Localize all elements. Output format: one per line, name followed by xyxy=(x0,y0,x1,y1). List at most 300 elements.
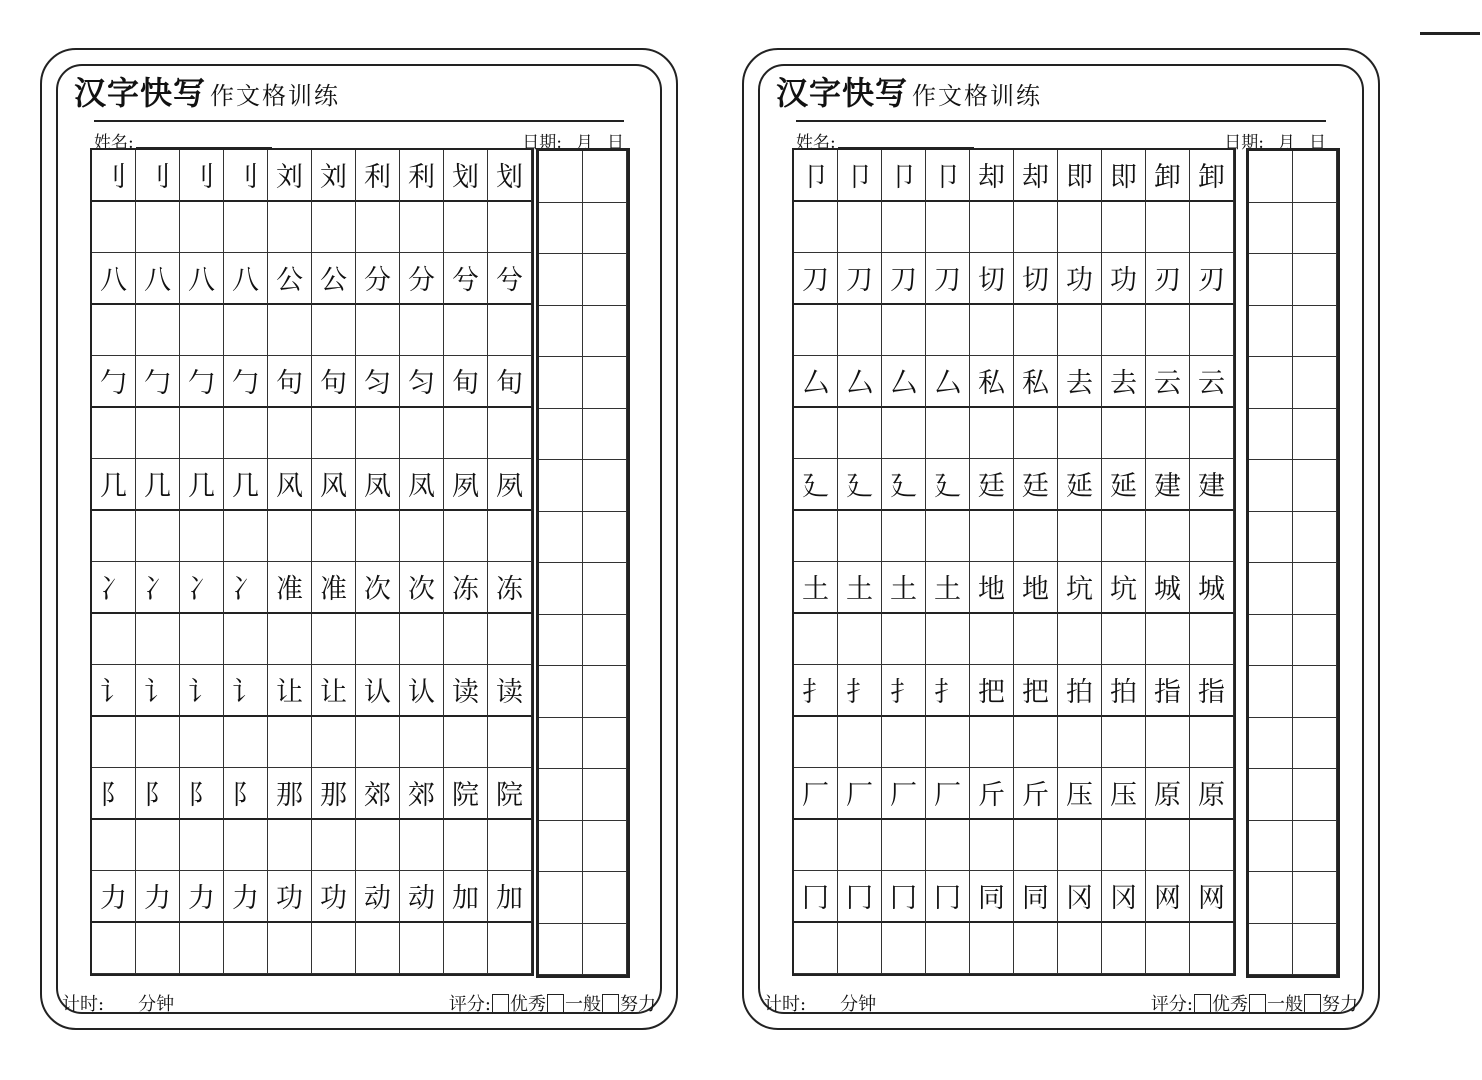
practice-cell[interactable] xyxy=(356,408,400,460)
practice-cell[interactable] xyxy=(444,408,488,460)
practice-cell[interactable] xyxy=(1190,511,1234,563)
character-cell: 刃 xyxy=(1146,253,1190,305)
side-practice-cell[interactable] xyxy=(1249,409,1293,461)
character-cell: 院 xyxy=(488,768,532,820)
practice-cell[interactable] xyxy=(488,408,532,460)
practice-cell[interactable] xyxy=(136,202,180,254)
practice-cell[interactable] xyxy=(444,511,488,563)
practice-cell[interactable] xyxy=(224,408,268,460)
side-practice-cell[interactable] xyxy=(1249,615,1293,667)
practice-cell[interactable] xyxy=(312,305,356,357)
practice-cell[interactable] xyxy=(400,717,444,769)
side-practice-cell[interactable] xyxy=(539,563,583,615)
checkbox[interactable] xyxy=(547,994,564,1013)
practice-cell[interactable] xyxy=(1146,408,1190,460)
practice-cell[interactable] xyxy=(92,408,136,460)
practice-cell[interactable] xyxy=(444,717,488,769)
practice-cell[interactable] xyxy=(1190,923,1234,975)
side-practice-cell[interactable] xyxy=(1249,769,1293,821)
practice-cell[interactable] xyxy=(838,202,882,254)
character-cell: 扌 xyxy=(926,665,970,717)
character-cell: 原 xyxy=(1146,768,1190,820)
character-cell: 压 xyxy=(1058,768,1102,820)
side-practice-cell[interactable] xyxy=(1249,512,1293,564)
side-practice-cell[interactable] xyxy=(539,924,583,976)
side-practice-cell[interactable] xyxy=(539,460,583,512)
practice-cell[interactable] xyxy=(92,717,136,769)
practice-cell[interactable] xyxy=(136,717,180,769)
side-practice-cell[interactable] xyxy=(583,718,627,770)
character-cell: 八 xyxy=(136,253,180,305)
side-practice-cell[interactable] xyxy=(583,151,627,203)
side-practice-cell[interactable] xyxy=(1293,203,1337,255)
practice-cell[interactable] xyxy=(838,305,882,357)
checkbox[interactable] xyxy=(1304,994,1321,1013)
practice-cell[interactable] xyxy=(488,717,532,769)
practice-cell[interactable] xyxy=(926,614,970,666)
practice-cell[interactable] xyxy=(268,923,312,975)
practice-cell[interactable] xyxy=(268,408,312,460)
character-cell: 冂 xyxy=(838,871,882,923)
practice-cell[interactable] xyxy=(970,305,1014,357)
practice-cell[interactable] xyxy=(838,717,882,769)
practice-cell[interactable] xyxy=(794,305,838,357)
practice-cell[interactable] xyxy=(926,820,970,872)
character-cell: 把 xyxy=(1014,665,1058,717)
practice-cell[interactable] xyxy=(838,614,882,666)
practice-cell[interactable] xyxy=(1102,923,1146,975)
side-practice-cell[interactable] xyxy=(1293,254,1337,306)
character-cell: 廷 xyxy=(970,459,1014,511)
character-cell: 厂 xyxy=(838,768,882,820)
practice-cell[interactable] xyxy=(1058,820,1102,872)
side-practice-cell[interactable] xyxy=(583,872,627,924)
practice-cell[interactable] xyxy=(926,511,970,563)
character-cell: 句 xyxy=(268,356,312,408)
practice-cell[interactable] xyxy=(400,820,444,872)
character-cell: 土 xyxy=(838,562,882,614)
practice-cell[interactable] xyxy=(882,614,926,666)
practice-cell[interactable] xyxy=(356,717,400,769)
side-practice-cell[interactable] xyxy=(1249,203,1293,255)
practice-cell[interactable] xyxy=(970,614,1014,666)
practice-cell[interactable] xyxy=(224,717,268,769)
practice-cell[interactable] xyxy=(1102,614,1146,666)
practice-cell[interactable] xyxy=(136,408,180,460)
practice-cell[interactable] xyxy=(356,614,400,666)
character-cell: 院 xyxy=(444,768,488,820)
practice-cell[interactable] xyxy=(926,408,970,460)
character-cell: 刂 xyxy=(180,150,224,202)
practice-cell[interactable] xyxy=(970,717,1014,769)
practice-cell[interactable] xyxy=(794,511,838,563)
practice-cell[interactable] xyxy=(92,202,136,254)
practice-cell[interactable] xyxy=(400,305,444,357)
side-practice-cell[interactable] xyxy=(1249,872,1293,924)
practice-cell[interactable] xyxy=(356,202,400,254)
side-practice-cell[interactable] xyxy=(539,357,583,409)
side-practice-cell[interactable] xyxy=(583,254,627,306)
side-practice-cell[interactable] xyxy=(539,409,583,461)
character-cell: 指 xyxy=(1146,665,1190,717)
character-cell: 兮 xyxy=(488,253,532,305)
practice-cell[interactable] xyxy=(488,820,532,872)
character-cell: 讠 xyxy=(136,665,180,717)
side-practice-cell[interactable] xyxy=(583,409,627,461)
practice-cell[interactable] xyxy=(1190,717,1234,769)
practice-cell[interactable] xyxy=(1058,305,1102,357)
character-cell: 凤 xyxy=(400,459,444,511)
character-cell: 扌 xyxy=(838,665,882,717)
practice-cell[interactable] xyxy=(444,820,488,872)
practice-cell[interactable] xyxy=(180,408,224,460)
side-practice-cell[interactable] xyxy=(1249,563,1293,615)
name-line[interactable] xyxy=(136,133,272,148)
side-practice-cell[interactable] xyxy=(1293,872,1337,924)
character-cell: 切 xyxy=(1014,253,1058,305)
practice-cell[interactable] xyxy=(180,511,224,563)
checkbox[interactable] xyxy=(492,994,509,1013)
character-cell: 几 xyxy=(136,459,180,511)
practice-cell[interactable] xyxy=(400,614,444,666)
practice-cell[interactable] xyxy=(224,923,268,975)
practice-cell[interactable] xyxy=(794,614,838,666)
side-practice-cell[interactable] xyxy=(583,615,627,667)
side-practice-cell[interactable] xyxy=(539,203,583,255)
side-practice-cell[interactable] xyxy=(583,563,627,615)
character-cell: 功 xyxy=(1058,253,1102,305)
side-practice-cell[interactable] xyxy=(583,512,627,564)
practice-cell[interactable] xyxy=(882,511,926,563)
practice-cell[interactable] xyxy=(356,820,400,872)
character-cell: 地 xyxy=(970,562,1014,614)
practice-cell[interactable] xyxy=(488,923,532,975)
score-option-average: 一般 xyxy=(565,994,601,1015)
side-practice-cell[interactable] xyxy=(539,666,583,718)
practice-cell[interactable] xyxy=(970,408,1014,460)
practice-cell[interactable] xyxy=(1146,820,1190,872)
practice-cell[interactable] xyxy=(970,511,1014,563)
character-cell: 网 xyxy=(1190,871,1234,923)
practice-cell[interactable] xyxy=(1014,305,1058,357)
character-cell: 匀 xyxy=(356,356,400,408)
practice-cell[interactable] xyxy=(1190,820,1234,872)
practice-cell[interactable] xyxy=(92,614,136,666)
practice-cell[interactable] xyxy=(444,614,488,666)
practice-cell[interactable] xyxy=(882,408,926,460)
character-cell: 指 xyxy=(1190,665,1234,717)
side-practice-cell[interactable] xyxy=(539,254,583,306)
character-cell: 卩 xyxy=(926,150,970,202)
practice-cell[interactable] xyxy=(224,305,268,357)
side-practice-cell[interactable] xyxy=(583,306,627,358)
practice-cell[interactable] xyxy=(400,202,444,254)
day-label: 日 xyxy=(607,133,624,153)
side-practice-cell[interactable] xyxy=(1249,306,1293,358)
practice-cell[interactable] xyxy=(136,305,180,357)
practice-cell[interactable] xyxy=(794,202,838,254)
practice-cell[interactable] xyxy=(400,923,444,975)
practice-cell[interactable] xyxy=(488,511,532,563)
practice-cell[interactable] xyxy=(180,614,224,666)
character-cell: 卩 xyxy=(882,150,926,202)
practice-cell[interactable] xyxy=(1058,614,1102,666)
side-practice-cell[interactable] xyxy=(539,872,583,924)
character-cell: 厂 xyxy=(794,768,838,820)
worksheet-left xyxy=(40,48,678,1030)
character-cell: 勹 xyxy=(136,356,180,408)
practice-cell[interactable] xyxy=(180,717,224,769)
side-practice-cell[interactable] xyxy=(1293,821,1337,873)
practice-cell[interactable] xyxy=(882,923,926,975)
character-cell: 厶 xyxy=(838,356,882,408)
practice-cell[interactable] xyxy=(1014,717,1058,769)
practice-cell[interactable] xyxy=(1190,614,1234,666)
side-practice-cell[interactable] xyxy=(1293,151,1337,203)
side-practice-cell[interactable] xyxy=(1293,357,1337,409)
character-cell: 原 xyxy=(1190,768,1234,820)
practice-cell[interactable] xyxy=(268,717,312,769)
side-practice-cell[interactable] xyxy=(583,821,627,873)
info-row xyxy=(94,120,624,153)
practice-cell[interactable] xyxy=(882,717,926,769)
character-cell: 冈 xyxy=(1058,871,1102,923)
practice-cell[interactable] xyxy=(268,305,312,357)
practice-cell[interactable] xyxy=(1014,202,1058,254)
side-practice-cell[interactable] xyxy=(1293,460,1337,512)
side-practice-cell[interactable] xyxy=(1293,615,1337,667)
practice-cell[interactable] xyxy=(136,923,180,975)
practice-cell[interactable] xyxy=(1014,923,1058,975)
practice-cell[interactable] xyxy=(180,820,224,872)
practice-cell[interactable] xyxy=(1190,202,1234,254)
character-cell: 加 xyxy=(444,871,488,923)
practice-cell[interactable] xyxy=(224,614,268,666)
practice-cell[interactable] xyxy=(794,717,838,769)
character-cell: 切 xyxy=(970,253,1014,305)
practice-cell[interactable] xyxy=(92,305,136,357)
practice-cell[interactable] xyxy=(1058,923,1102,975)
practice-cell[interactable] xyxy=(488,614,532,666)
practice-cell[interactable] xyxy=(926,923,970,975)
character-cell: 分 xyxy=(400,253,444,305)
practice-cell[interactable] xyxy=(1102,717,1146,769)
practice-cell[interactable] xyxy=(268,511,312,563)
practice-cell[interactable] xyxy=(268,820,312,872)
practice-cell[interactable] xyxy=(794,408,838,460)
character-cell: 土 xyxy=(882,562,926,614)
practice-cell[interactable] xyxy=(794,923,838,975)
practice-cell[interactable] xyxy=(1102,820,1146,872)
character-cell: 刀 xyxy=(926,253,970,305)
practice-cell[interactable] xyxy=(970,923,1014,975)
practice-cell[interactable] xyxy=(1014,820,1058,872)
practice-cell[interactable] xyxy=(1190,408,1234,460)
side-practice-cell[interactable] xyxy=(539,769,583,821)
character-cell: 加 xyxy=(488,871,532,923)
side-practice-cell[interactable] xyxy=(1293,306,1337,358)
practice-cell[interactable] xyxy=(1014,614,1058,666)
practice-cell[interactable] xyxy=(312,614,356,666)
practice-cell[interactable] xyxy=(1190,305,1234,357)
practice-cell[interactable] xyxy=(838,408,882,460)
practice-cell[interactable] xyxy=(1102,511,1146,563)
side-practice-cell[interactable] xyxy=(1249,254,1293,306)
character-cell: 地 xyxy=(1014,562,1058,614)
practice-cell[interactable] xyxy=(268,614,312,666)
practice-cell[interactable] xyxy=(488,305,532,357)
practice-cell[interactable] xyxy=(838,923,882,975)
character-cell: 冫 xyxy=(180,562,224,614)
character-cell: 力 xyxy=(92,871,136,923)
side-practice-cell[interactable] xyxy=(583,357,627,409)
practice-cell[interactable] xyxy=(224,202,268,254)
practice-cell[interactable] xyxy=(136,511,180,563)
character-cell: 匀 xyxy=(400,356,444,408)
checkbox[interactable] xyxy=(1249,994,1266,1013)
side-practice-cell[interactable] xyxy=(583,769,627,821)
practice-cell[interactable] xyxy=(1146,511,1190,563)
practice-cell[interactable] xyxy=(1058,511,1102,563)
side-practice-cell[interactable] xyxy=(1249,718,1293,770)
character-cell: 划 xyxy=(488,150,532,202)
practice-cell[interactable] xyxy=(312,511,356,563)
practice-cell[interactable] xyxy=(838,511,882,563)
practice-cell[interactable] xyxy=(1102,408,1146,460)
score-option-effort: 努力 xyxy=(1322,994,1358,1015)
character-cell: 次 xyxy=(400,562,444,614)
side-practice-cell[interactable] xyxy=(1293,666,1337,718)
character-cell: 却 xyxy=(1014,150,1058,202)
side-practice-cell[interactable] xyxy=(539,821,583,873)
character-cell: 功 xyxy=(1102,253,1146,305)
practice-cell[interactable] xyxy=(926,305,970,357)
practice-cell[interactable] xyxy=(1058,717,1102,769)
practice-cell[interactable] xyxy=(312,717,356,769)
practice-cell[interactable] xyxy=(1102,305,1146,357)
side-practice-cell[interactable] xyxy=(583,924,627,976)
practice-cell[interactable] xyxy=(400,511,444,563)
practice-cell[interactable] xyxy=(136,820,180,872)
character-cell: 坑 xyxy=(1058,562,1102,614)
practice-cell[interactable] xyxy=(882,202,926,254)
character-cell: 刘 xyxy=(268,150,312,202)
practice-cell[interactable] xyxy=(444,305,488,357)
practice-cell[interactable] xyxy=(1146,202,1190,254)
character-cell: 厶 xyxy=(882,356,926,408)
practice-cell[interactable] xyxy=(838,820,882,872)
character-cell: 那 xyxy=(312,768,356,820)
practice-cell[interactable] xyxy=(180,202,224,254)
side-practice-cell[interactable] xyxy=(1293,769,1337,821)
practice-cell[interactable] xyxy=(444,202,488,254)
side-practice-cell[interactable] xyxy=(539,718,583,770)
practice-cell[interactable] xyxy=(1146,305,1190,357)
side-practice-cell[interactable] xyxy=(1249,460,1293,512)
checkbox[interactable] xyxy=(602,994,619,1013)
scan-mark-line xyxy=(1420,32,1480,35)
character-cell: 扌 xyxy=(882,665,926,717)
side-practice-cell[interactable] xyxy=(1293,718,1337,770)
character-cell: 厂 xyxy=(882,768,926,820)
practice-cell[interactable] xyxy=(882,305,926,357)
practice-cell[interactable] xyxy=(312,202,356,254)
practice-cell[interactable] xyxy=(1146,717,1190,769)
practice-cell[interactable] xyxy=(356,923,400,975)
practice-cell[interactable] xyxy=(224,511,268,563)
practice-cell[interactable] xyxy=(1058,408,1102,460)
practice-cell[interactable] xyxy=(268,202,312,254)
practice-cell[interactable] xyxy=(882,820,926,872)
character-cell: 刘 xyxy=(312,150,356,202)
practice-cell[interactable] xyxy=(1146,923,1190,975)
side-practice-cell[interactable] xyxy=(539,615,583,667)
practice-cell[interactable] xyxy=(92,923,136,975)
side-practice-cell[interactable] xyxy=(1249,357,1293,409)
side-practice-cell[interactable] xyxy=(583,666,627,718)
side-practice-cell[interactable] xyxy=(1249,151,1293,203)
character-cell: 准 xyxy=(268,562,312,614)
practice-cell[interactable] xyxy=(224,820,268,872)
side-practice-cell[interactable] xyxy=(539,151,583,203)
practice-cell[interactable] xyxy=(1102,202,1146,254)
practice-cell[interactable] xyxy=(180,923,224,975)
practice-cell[interactable] xyxy=(1146,614,1190,666)
side-practice-cell[interactable] xyxy=(1249,821,1293,873)
practice-cell[interactable] xyxy=(312,923,356,975)
practice-cell[interactable] xyxy=(1014,408,1058,460)
name-line[interactable] xyxy=(838,133,974,148)
side-practice-cell[interactable] xyxy=(1293,512,1337,564)
practice-cell[interactable] xyxy=(1058,202,1102,254)
practice-cell[interactable] xyxy=(356,305,400,357)
side-practice-cell[interactable] xyxy=(583,460,627,512)
practice-cell[interactable] xyxy=(356,511,400,563)
practice-cell[interactable] xyxy=(794,820,838,872)
practice-cell[interactable] xyxy=(970,820,1014,872)
character-cell: 阝 xyxy=(224,768,268,820)
side-practice-cell[interactable] xyxy=(1249,666,1293,718)
score-label: 评分: xyxy=(1150,994,1193,1015)
practice-cell[interactable] xyxy=(92,820,136,872)
side-practice-grid xyxy=(1246,148,1340,978)
name-label: 姓名: xyxy=(796,133,836,153)
practice-cell[interactable] xyxy=(180,305,224,357)
practice-cell[interactable] xyxy=(444,923,488,975)
practice-cell[interactable] xyxy=(312,820,356,872)
practice-cell[interactable] xyxy=(92,511,136,563)
character-cell: 功 xyxy=(268,871,312,923)
practice-cell[interactable] xyxy=(970,202,1014,254)
checkbox[interactable] xyxy=(1194,994,1211,1013)
practice-cell[interactable] xyxy=(926,202,970,254)
side-practice-cell[interactable] xyxy=(583,203,627,255)
practice-cell[interactable] xyxy=(312,408,356,460)
practice-cell[interactable] xyxy=(926,717,970,769)
side-practice-cell[interactable] xyxy=(1249,924,1293,976)
side-practice-cell[interactable] xyxy=(1293,563,1337,615)
practice-cell[interactable] xyxy=(400,408,444,460)
practice-cell[interactable] xyxy=(488,202,532,254)
side-practice-cell[interactable] xyxy=(1293,924,1337,976)
practice-cell[interactable] xyxy=(136,614,180,666)
side-practice-cell[interactable] xyxy=(539,512,583,564)
practice-cell[interactable] xyxy=(1014,511,1058,563)
score xyxy=(449,990,656,1016)
character-cell: 动 xyxy=(400,871,444,923)
side-practice-cell[interactable] xyxy=(539,306,583,358)
side-practice-cell[interactable] xyxy=(1293,409,1337,461)
